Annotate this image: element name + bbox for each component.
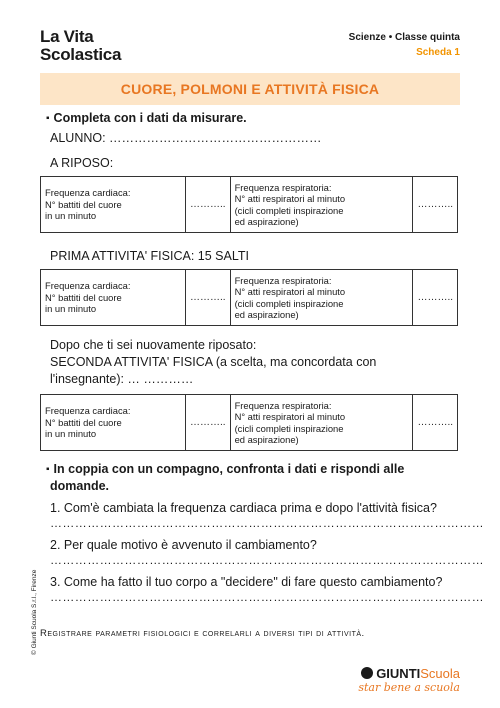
question-2: 2. Per quale motivo è avvenuto il cambiamento? bbox=[50, 538, 317, 552]
respiratory-rate-label: Frequenza respiratoria: N° atti respiratori al minuto (cicli completi inspirazione ed aspirazione) bbox=[230, 395, 413, 451]
instructions-measure: ▪ Completa con i dati da misurare. bbox=[46, 110, 247, 127]
instructions-compare-cont: domande. bbox=[50, 479, 110, 493]
after-rest-text: Dopo che ti sei nuovamente riposato: bbox=[50, 338, 257, 352]
instructions-compare: ▪ In coppia con un compagno, confronta i dati e rispondi alle bbox=[46, 461, 456, 478]
cardiac-rate-value: ……….. bbox=[186, 395, 231, 451]
question-1: 1. Com'è cambiata la frequenza cardiaca prima e dopo l'attività fisica? bbox=[50, 501, 437, 515]
title-bar bbox=[40, 73, 460, 105]
logo-text-la: La bbox=[40, 27, 64, 46]
answer-line-2: …………………………………………………………………………………………… bbox=[50, 553, 484, 567]
cardiac-rate-label: Frequenza cardiaca: N° battiti del cuore in un minuto bbox=[41, 270, 186, 326]
cardiac-rate-label: Frequenza cardiaca: N° battiti del cuore in un minuto bbox=[41, 177, 186, 233]
respiratory-rate-label: Frequenza respiratoria: N° atti respiratori al minuto (cicli completi inspirazione ed aspirazione) bbox=[230, 177, 413, 233]
logo-text-s: S bbox=[40, 45, 52, 64]
logo-text-vita: Vita bbox=[63, 27, 94, 46]
learning-objective: Registrare parametri fisiologici e correlarli a diversi tipi di attività. bbox=[40, 628, 365, 639]
respiratory-rate-value: ……….. bbox=[413, 177, 458, 233]
answer-line-3: …………………………………………………………………………………………… bbox=[50, 590, 484, 604]
copyright-notice: © Giunti Scuola S.r.l., Firenze bbox=[31, 569, 38, 655]
respiratory-rate-value: ……….. bbox=[413, 270, 458, 326]
cardiac-rate-value: ……….. bbox=[186, 177, 231, 233]
publisher-brand bbox=[358, 666, 460, 694]
rest-table bbox=[40, 176, 458, 233]
brand-tagline: star bene a scuola bbox=[358, 681, 460, 694]
logo-text-colastica: colastica bbox=[51, 45, 122, 64]
sheet-number: Scheda 1 bbox=[416, 47, 460, 58]
question-3: 3. Come ha fatto il tuo corpo a "decidere" di fare questo cambiamento? bbox=[50, 575, 443, 589]
subject-label: Scienze • Classe quinta bbox=[348, 32, 460, 43]
cardiac-rate-label: Frequenza cardiaca: N° battiti del cuore in un minuto bbox=[41, 395, 186, 451]
respiratory-rate-value: ……….. bbox=[413, 395, 458, 451]
publication-logo bbox=[40, 28, 121, 64]
first-activity-label: PRIMA ATTIVITA' FISICA: 15 SALTI bbox=[50, 249, 249, 263]
second-activity-teacher-line: l'insegnante): … ………… bbox=[50, 372, 194, 386]
cardiac-rate-value: ……….. bbox=[186, 270, 231, 326]
respiratory-rate-label: Frequenza respiratoria: N° atti respiratori al minuto (cicli completi inspirazione ed aspirazione) bbox=[230, 270, 413, 326]
header-info bbox=[349, 30, 460, 60]
brand-name: GIUNTI bbox=[376, 666, 421, 681]
second-activity-table bbox=[40, 394, 458, 451]
brand-name-scuola: Scuola bbox=[420, 666, 460, 681]
first-activity-table bbox=[40, 269, 458, 326]
answer-line-1: …………………………………………………………………………………………… bbox=[50, 516, 484, 530]
second-activity-label: SECONDA ATTIVITA' FISICA (a scelta, ma concordata con bbox=[50, 355, 377, 369]
page-title: CUORE, POLMONI E ATTIVITÀ FISICA bbox=[120, 81, 380, 97]
giunti-logo-icon bbox=[361, 667, 373, 679]
student-name-line: ALUNNO: …………………………………………… bbox=[50, 131, 322, 145]
rest-label: A RIPOSO: bbox=[50, 156, 114, 170]
